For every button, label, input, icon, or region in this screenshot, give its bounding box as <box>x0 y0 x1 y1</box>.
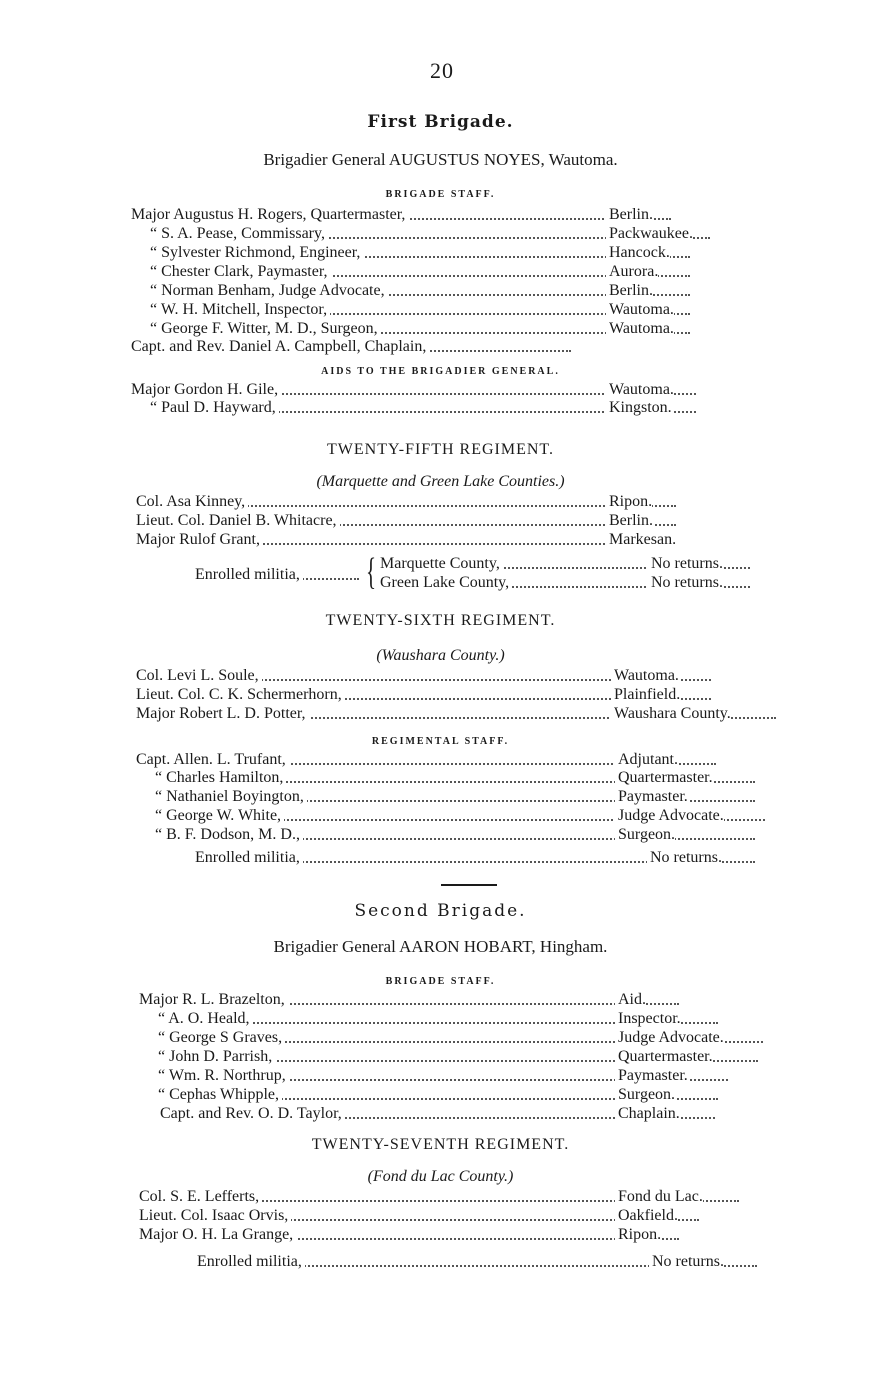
list-item: Col. Levi L. Soule, Wautoma. <box>136 666 711 686</box>
aids-heading: AIDS TO THE BRIGADIER GENERAL. <box>321 366 560 377</box>
second-brigade-general: Brigadier General AARON HOBART, Hingham. <box>273 937 608 956</box>
twenty-sixth-heading: TWENTY-SIXTH REGIMENT. <box>325 612 556 629</box>
list-item: Major Robert L. D. Potter, Waushara County. <box>136 704 776 724</box>
list-item: Col. S. E. Lefferts, Fond du Lac. <box>139 1187 739 1207</box>
page-number: 20 <box>430 58 454 83</box>
list-item: Major Augustus H. Rogers, Quartermaster, Berlin. <box>131 205 671 225</box>
list-item: “ George W. White, Judge Advocate. <box>155 806 765 826</box>
first-brigade-staff-heading: BRIGADE STAFF. <box>385 189 496 200</box>
list-item: Capt. and Rev. Daniel A. Campbell, Chaplain, <box>131 337 571 357</box>
first-brigade-general: Brigadier General AUGUSTUS NOYES, Wautoma. <box>263 150 618 169</box>
list-item: Lieut. Col. C. K. Schermerhorn, Plainfield. <box>136 685 711 705</box>
list-item: Major O. H. La Grange, Ripon. <box>139 1225 679 1245</box>
twenty-fifth-counties: (Marquette and Green Lake Counties.) <box>316 473 565 490</box>
list-item: Capt. Allen. L. Trufant, Adjutant. <box>136 750 716 770</box>
list-item: Lieut. Col. Isaac Orvis, Oakfield. <box>139 1206 699 1226</box>
list-item: Col. Asa Kinney, Ripon. <box>136 492 676 512</box>
list-item: Major R. L. Brazelton, Aid. <box>139 990 679 1010</box>
enrolled-militia-label: Enrolled militia, <box>195 565 365 585</box>
list-item: “ George S Graves, Judge Advocate. <box>158 1028 763 1048</box>
list-item: Major Gordon H. Gile, Wautoma. <box>131 380 696 400</box>
list-item: “ Norman Benham, Judge Advocate, Berlin. <box>150 281 690 301</box>
list-item: “ George F. Witter, M. D., Surgeon, Wautoma. <box>150 319 690 339</box>
second-brigade-staff-heading: BRIGADE STAFF. <box>385 976 496 987</box>
list-item: Capt. and Rev. O. D. Taylor, Chaplain. <box>160 1104 715 1124</box>
section-divider <box>441 884 497 886</box>
list-item: Marquette County, No returns. <box>380 554 750 574</box>
list-item: Green Lake County, No returns. <box>380 573 750 593</box>
list-item: “ Nathaniel Boyington, Paymaster. <box>155 787 755 807</box>
list-item: “ A. O. Heald, Inspector. <box>158 1009 718 1029</box>
twenty-seventh-heading: TWENTY-SEVENTH REGIMENT. <box>311 1136 570 1153</box>
list-item: Enrolled militia, No returns. <box>195 848 755 868</box>
twenty-seventh-counties: (Fond du Lac County.) <box>367 1168 514 1185</box>
list-item: Major Rulof Grant, Markesan. <box>136 531 677 548</box>
list-item: Enrolled militia, No returns. <box>197 1252 757 1272</box>
list-item: “ John D. Parrish, Quartermaster. <box>158 1047 758 1067</box>
list-item: “ S. A. Pease, Commissary, Packwaukee. <box>150 224 710 244</box>
list-item: Lieut. Col. Daniel B. Whitacre, Berlin. <box>136 511 676 531</box>
list-item: “ Charles Hamilton, Quartermaster. <box>155 768 755 788</box>
list-item: “ W. H. Mitchell, Inspector, Wautoma. <box>150 300 690 320</box>
list-item: “ Sylvester Richmond, Engineer, Hancock. <box>150 243 690 263</box>
list-item: “ Cephas Whipple, Surgeon. <box>158 1085 718 1105</box>
first-brigade-heading: First Brigade. <box>367 112 514 132</box>
regimental-staff-heading: REGIMENTAL STAFF. <box>371 736 510 747</box>
second-brigade-heading: Second Brigade. <box>354 901 527 921</box>
list-item: “ Wm. R. Northrup, Paymaster. <box>158 1066 728 1086</box>
brace: { <box>366 551 377 593</box>
list-item: “ B. F. Dodson, M. D., Surgeon. <box>155 825 755 845</box>
list-item: “ Chester Clark, Paymaster, Aurora. <box>150 262 690 282</box>
twenty-sixth-counties: (Waushara County.) <box>376 647 505 664</box>
twenty-fifth-heading: TWENTY-FIFTH REGIMENT. <box>326 441 554 458</box>
list-item: “ Paul D. Hayward, Kingston. <box>150 398 696 418</box>
